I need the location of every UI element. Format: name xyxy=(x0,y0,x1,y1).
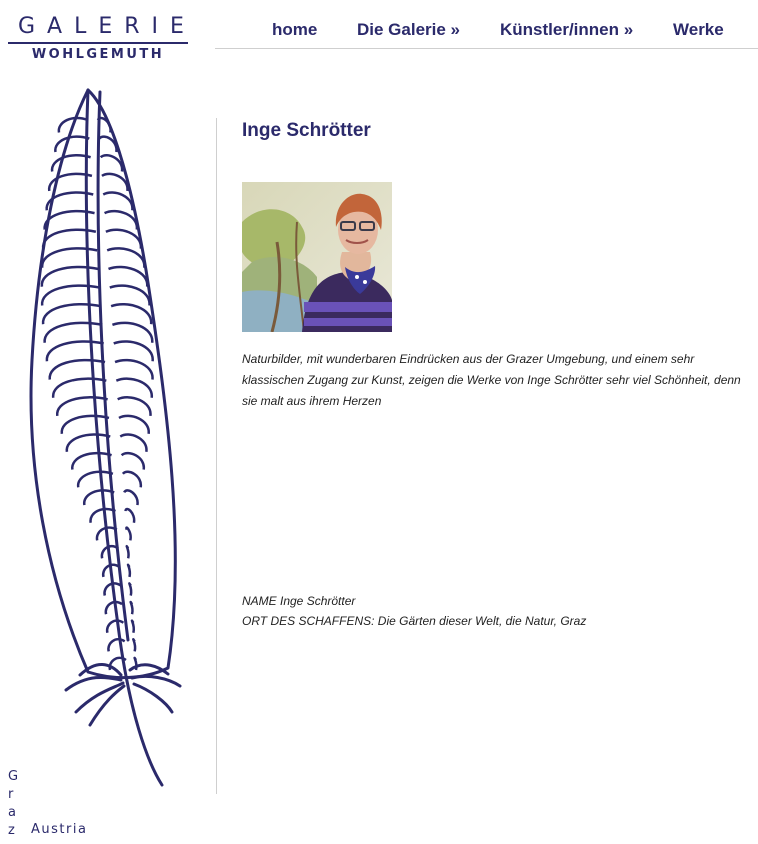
feather-barb-right xyxy=(131,602,133,614)
logo-divider xyxy=(8,42,188,44)
feather-barb-right xyxy=(116,379,151,398)
feather-barb-right xyxy=(123,472,141,488)
feather-barb-left xyxy=(72,453,111,469)
feather-barb-right xyxy=(119,416,149,434)
nav-home[interactable]: home xyxy=(272,20,318,39)
feather-barb-right xyxy=(118,397,151,416)
artist-portrait xyxy=(242,182,392,332)
feather-barb-left xyxy=(78,472,113,488)
feather-barb-right xyxy=(128,565,130,577)
feather-barb-right xyxy=(107,248,144,267)
nav-werke[interactable]: Werke xyxy=(673,20,724,39)
feather-barb-left xyxy=(67,435,110,452)
country-label: Austria xyxy=(31,822,88,837)
feather-barb-left xyxy=(45,323,103,343)
city-letter: a xyxy=(8,805,16,820)
feather-barb-left xyxy=(43,304,101,324)
feather-barb-right xyxy=(124,490,137,505)
feather-barb-left xyxy=(42,267,99,287)
feather-illustration xyxy=(18,80,198,800)
logo-sub-text: WOHLGEMUTH xyxy=(31,47,165,62)
feather-barb-left xyxy=(107,621,123,633)
feather-barb-left xyxy=(55,137,89,152)
feather-barb-right xyxy=(126,509,135,523)
artist-place-line: ORT DES SCHAFFENS: Die Gärten dieser Welt, die Natur, Graz xyxy=(242,614,587,628)
nav-die-galerie[interactable]: Die Galerie » xyxy=(357,20,461,39)
feather-barb-right xyxy=(105,211,137,229)
nav-kuenstler-innen[interactable]: Künstler/innen » xyxy=(500,20,634,39)
city-label xyxy=(8,768,20,840)
feather-barb-left xyxy=(42,286,100,306)
feather-barb-right xyxy=(114,341,153,361)
feather-barb-right xyxy=(127,546,129,558)
feather-barb-right xyxy=(106,230,141,249)
city-letter: G xyxy=(8,769,19,784)
feather-barb-right xyxy=(110,286,150,306)
feather-barb-right xyxy=(112,323,152,343)
gallery-logo[interactable] xyxy=(8,14,196,62)
city-letter: r xyxy=(8,787,14,802)
content-divider xyxy=(216,118,217,794)
logo-main-text: GALERIE xyxy=(18,14,196,39)
feather-barb-right xyxy=(102,174,128,191)
main-navigation xyxy=(215,18,758,49)
feather-barb-left xyxy=(84,490,114,505)
feather-barb-right xyxy=(129,583,131,595)
feather-barb-right xyxy=(133,639,135,651)
feather-barb-right xyxy=(126,528,130,541)
feather-barb-left xyxy=(50,360,105,379)
feather-barb-right xyxy=(115,360,153,379)
feather-barb-right xyxy=(101,155,123,171)
artist-name-line: NAME Inge Schrötter xyxy=(242,594,356,608)
feather-barb-right xyxy=(122,453,144,469)
city-letter: z xyxy=(8,823,15,838)
feather-barb-right xyxy=(132,621,134,633)
feather-barb-right xyxy=(111,304,151,324)
portrait-image xyxy=(242,182,392,332)
artist-description: Naturbilder, mit wunderbaren Eindrücken aus der Grazer Umgebung, und einem sehr klassischen Zugang zur Kunst, zeigen die Werke von Inge Schrötter sehr viel Schönheit, denn sie malt aus ihrem Herzen xyxy=(242,352,741,408)
page-title: Inge Schrötter xyxy=(242,120,371,141)
feather-barb-left xyxy=(47,341,104,361)
feather-barb-right xyxy=(120,435,146,452)
feather-barb-left xyxy=(53,379,106,398)
feather-barb-left xyxy=(57,397,107,416)
feather-barb-right xyxy=(108,267,147,287)
feather-barb-left xyxy=(62,416,109,434)
feather-barb-right xyxy=(103,192,132,210)
artist-info xyxy=(242,591,586,631)
